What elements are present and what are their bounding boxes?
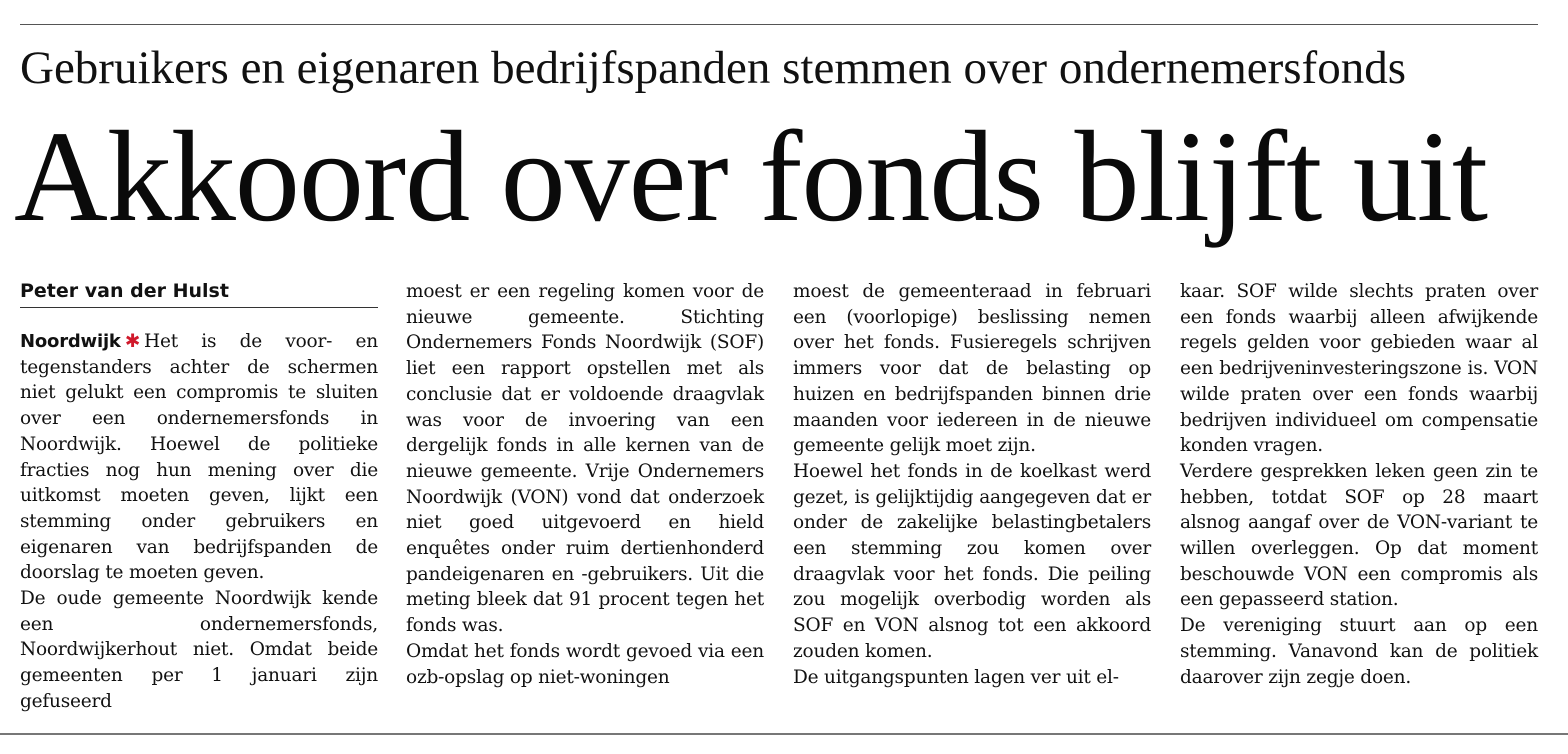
paragraph-text: Het is de voor- en tegenstanders achter de schermen niet gelukt een compromis te sluiten over een ondernemersfonds in Noordwijk. Hoewel de politieke fracties nog hun mening over die uitkomst moeten geven, lijkt een stemming onder gebruikers en eigenaren van bedrijfspanden de doorslag te moeten geven. [20, 331, 378, 584]
paragraph: moest er een regeling komen voor de nieuwe gemeente. Stichting Ondernemers Fonds Noordwijk (SOF) liet een rapport opstellen met als conclusie dat er voldoende draagvlak was voor de invoering van een dergelijk fonds in alle kernen van de nieuwe gemeente. Vrije Ondernemers Noordwijk (VON) vond dat onderzoek niet goed uitgevoerd en hield enquêtes onder ruim dertienhonderd pandeigenaren en -gebruikers. Uit die meting bleek dat 91 procent tegen het fonds was. [406, 281, 764, 637]
article-column-1 [20, 329, 378, 715]
paragraph: De vereniging stuurt aan op een stemming. Vanavond kan de politiek daarover zijn zegje doen. [1180, 615, 1538, 688]
article-column-3 [793, 279, 1151, 690]
paragraph: De oude gemeente Noordwijk kende een ondernemersfonds, Noordwijkerhout niet. Omdat beide gemeenten per 1 januari zijn gefuseerd [20, 588, 378, 712]
paragraph: Omdat het fonds wordt gevoed via een ozb-opslag op niet-woningen [406, 640, 764, 688]
paragraph: kaar. SOF wilde slechts praten over een fonds waarbij alleen afwijkende regels gelden voor gebieden waar al een bedrijveninvesteringszone is. VON wilde praten over een fonds waarbij bedrijven individueel om compensatie konden vragen. [1180, 281, 1538, 457]
paragraph: moest de gemeenteraad in februari een (voorlopige) beslissing nemen over het fonds. Fusieregels schrijven immers voor dat de belasting op huizen en bedrijfspanden binnen drie maanden voor iedereen in de nieuwe gemeente gelijk moet zijn. [793, 281, 1151, 457]
paragraph: De uitgangspunten lagen ver uit el- [793, 666, 1119, 688]
byline-rule [20, 307, 378, 308]
byline: Peter van der Hulst [20, 280, 229, 302]
asterisk-icon: ✱ [124, 331, 141, 352]
bottom-rule [0, 733, 1568, 735]
paragraph: Verdere gesprekken leken geen zin te hebben, totdat SOF op 28 maart alsnog aangaf over de VON-variant te willen overleggen. Op dat moment beschouwde VON een compromis als een gepasseerd station. [1180, 460, 1538, 611]
paragraph: Hoewel het fonds in de koelkast werd gezet, is gelijktijdig aangegeven dat er onder de zakelijke belastingbetalers een stemming zou komen over draagvlak voor het fonds. Die peiling zou mogelijk overbodig worden als SOF en VON alsnog tot een akkoord zouden komen. [793, 460, 1151, 662]
article-subtitle: Gebruikers en eigenaren bedrijfspanden stemmen over ondernemersfonds [20, 42, 1406, 94]
top-rule [20, 24, 1538, 25]
paragraph [20, 329, 378, 586]
dateline: Noordwijk [20, 331, 121, 352]
article-column-4 [1180, 279, 1538, 690]
article-column-2 [406, 279, 764, 690]
article-headline: Akkoord over fonds blijft uit [14, 105, 1488, 249]
